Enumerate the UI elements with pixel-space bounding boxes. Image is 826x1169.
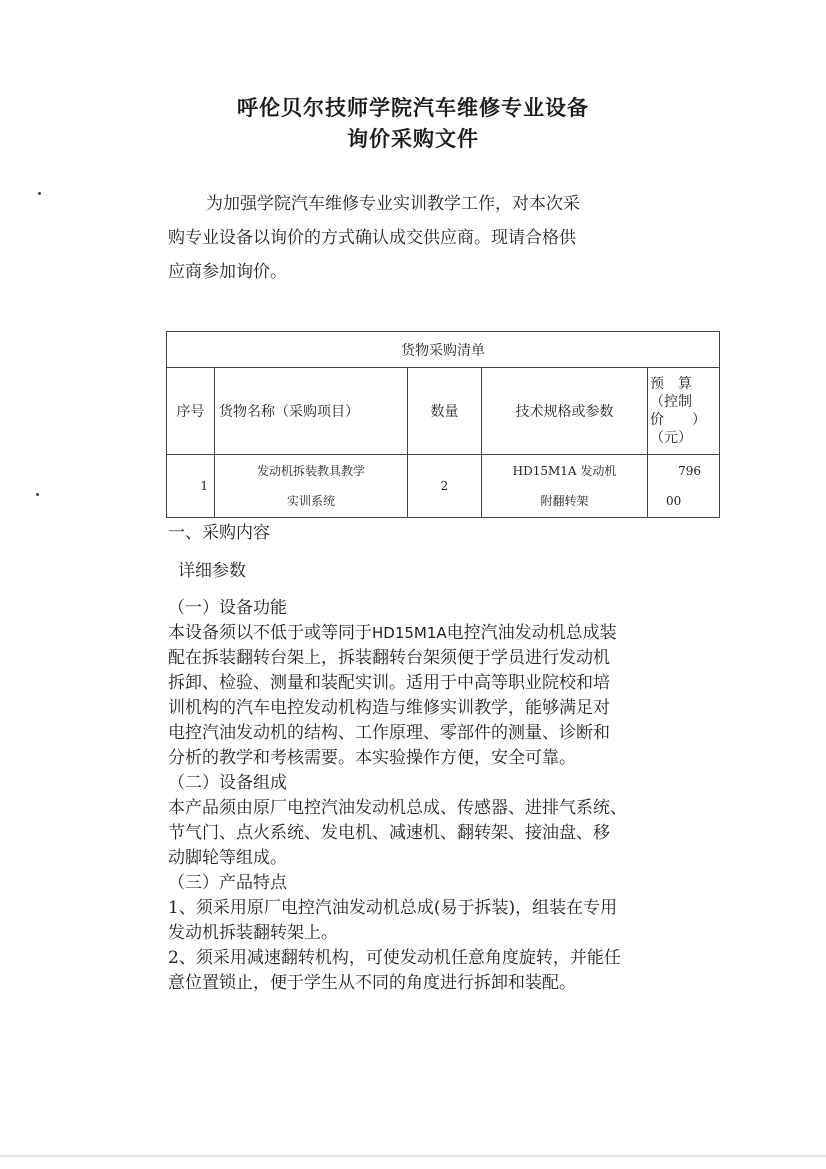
row-name-line1: 发动机拆装教具教学 [256, 464, 365, 478]
composition-line-1: 本产品须由原厂电控汽油发动机总成、传感器、进排气系统、 [168, 798, 627, 818]
section-header-block [168, 518, 688, 586]
table-header-row [167, 368, 720, 455]
intro-line-3: 应商参加询价。 [168, 262, 287, 282]
features-line-1: 1、须采用原厂电控汽油发动机总成(易于拆装)，组装在专用 [168, 898, 618, 918]
scan-speck [38, 192, 41, 195]
row-spec-line1: HD15M1A 发动机 [512, 464, 617, 478]
header-name: 货物名称（采购项目） [215, 368, 408, 455]
row-budget-line2: 00 [666, 494, 682, 508]
row-budget [648, 455, 720, 518]
composition-title: （二）设备组成 [168, 773, 287, 793]
section-body [168, 596, 688, 996]
function-line-4: 训机构的汽车电控发动机构造与维修实训教学，能够满足对 [168, 698, 610, 718]
header-qty: 数量 [408, 368, 482, 455]
header-no: 序号 [167, 368, 215, 455]
function-line-1b: HD15M1A [372, 624, 447, 642]
detail-params-heading: 详细参数 [178, 561, 246, 581]
row-budget-line1: 796 [678, 464, 701, 478]
function-line-2: 配在拆装翻转台架上，拆装翻转台架须便于学员进行发动机 [168, 648, 610, 668]
row-name [215, 455, 408, 518]
scan-speck [36, 493, 39, 496]
scan-edge [0, 1155, 826, 1157]
composition-line-3: 动脚轮等组成。 [168, 848, 287, 868]
document-title-line1: 呼伦贝尔技师学院汽车维修专业设备 [237, 96, 589, 120]
document-title-line2: 询价采购文件 [347, 127, 479, 151]
header-budget-line2: （控制 [650, 394, 692, 410]
row-name-line2: 实训系统 [286, 494, 335, 508]
intro-line-2: 购专业设备以询价的方式确认成交供应商。现请合格供 [168, 228, 576, 248]
features-title: （三）产品特点 [168, 873, 287, 893]
intro-paragraph [168, 187, 668, 289]
header-budget-line4: （元） [650, 430, 692, 446]
features-line-3: 2、须采用减速翻转机构，可使发动机任意角度旋转，并能任 [168, 948, 621, 968]
section-1-heading: 一、采购内容 [168, 523, 270, 543]
intro-line-1: 为加强学院汽车维修专业实训教学工作，对本次采 [206, 194, 580, 214]
table-caption: 货物采购清单 [167, 332, 720, 368]
function-line-6: 分析的教学和考核需要。本实验操作方便，安全可靠。 [168, 748, 576, 768]
function-line-1 [168, 621, 688, 646]
features-line-4: 意位置锁止，便于学生从不同的角度进行拆卸和装配。 [168, 973, 576, 993]
row-spec [482, 455, 648, 518]
function-line-1a: 本设备须以不低于或等同于 [168, 623, 372, 643]
row-spec-line2: 附翻转架 [540, 494, 589, 508]
row-qty: 2 [408, 455, 482, 518]
function-line-3: 拆卸、检验、测量和装配实训。适用于中高等职业院校和培 [168, 673, 610, 693]
table-row [167, 455, 720, 518]
header-budget-line3: 价 ） [650, 412, 706, 428]
features-line-2: 发动机拆装翻转架上。 [168, 923, 338, 943]
header-spec: 技术规格或参数 [482, 368, 648, 455]
function-line-5: 电控汽油发动机的结构、工作原理、零部件的测量、诊断和 [168, 723, 610, 743]
procurement-table [166, 331, 720, 518]
header-budget-line1: 预 算 [650, 376, 692, 392]
row-no: 1 [167, 455, 215, 518]
composition-line-2: 节气门、点火系统、发电机、减速机、翻转架、接油盘、移 [168, 823, 610, 843]
function-title: （一）设备功能 [168, 598, 287, 618]
header-budget [648, 368, 720, 455]
function-line-1c: 电控汽油发动机总成装 [446, 623, 617, 643]
